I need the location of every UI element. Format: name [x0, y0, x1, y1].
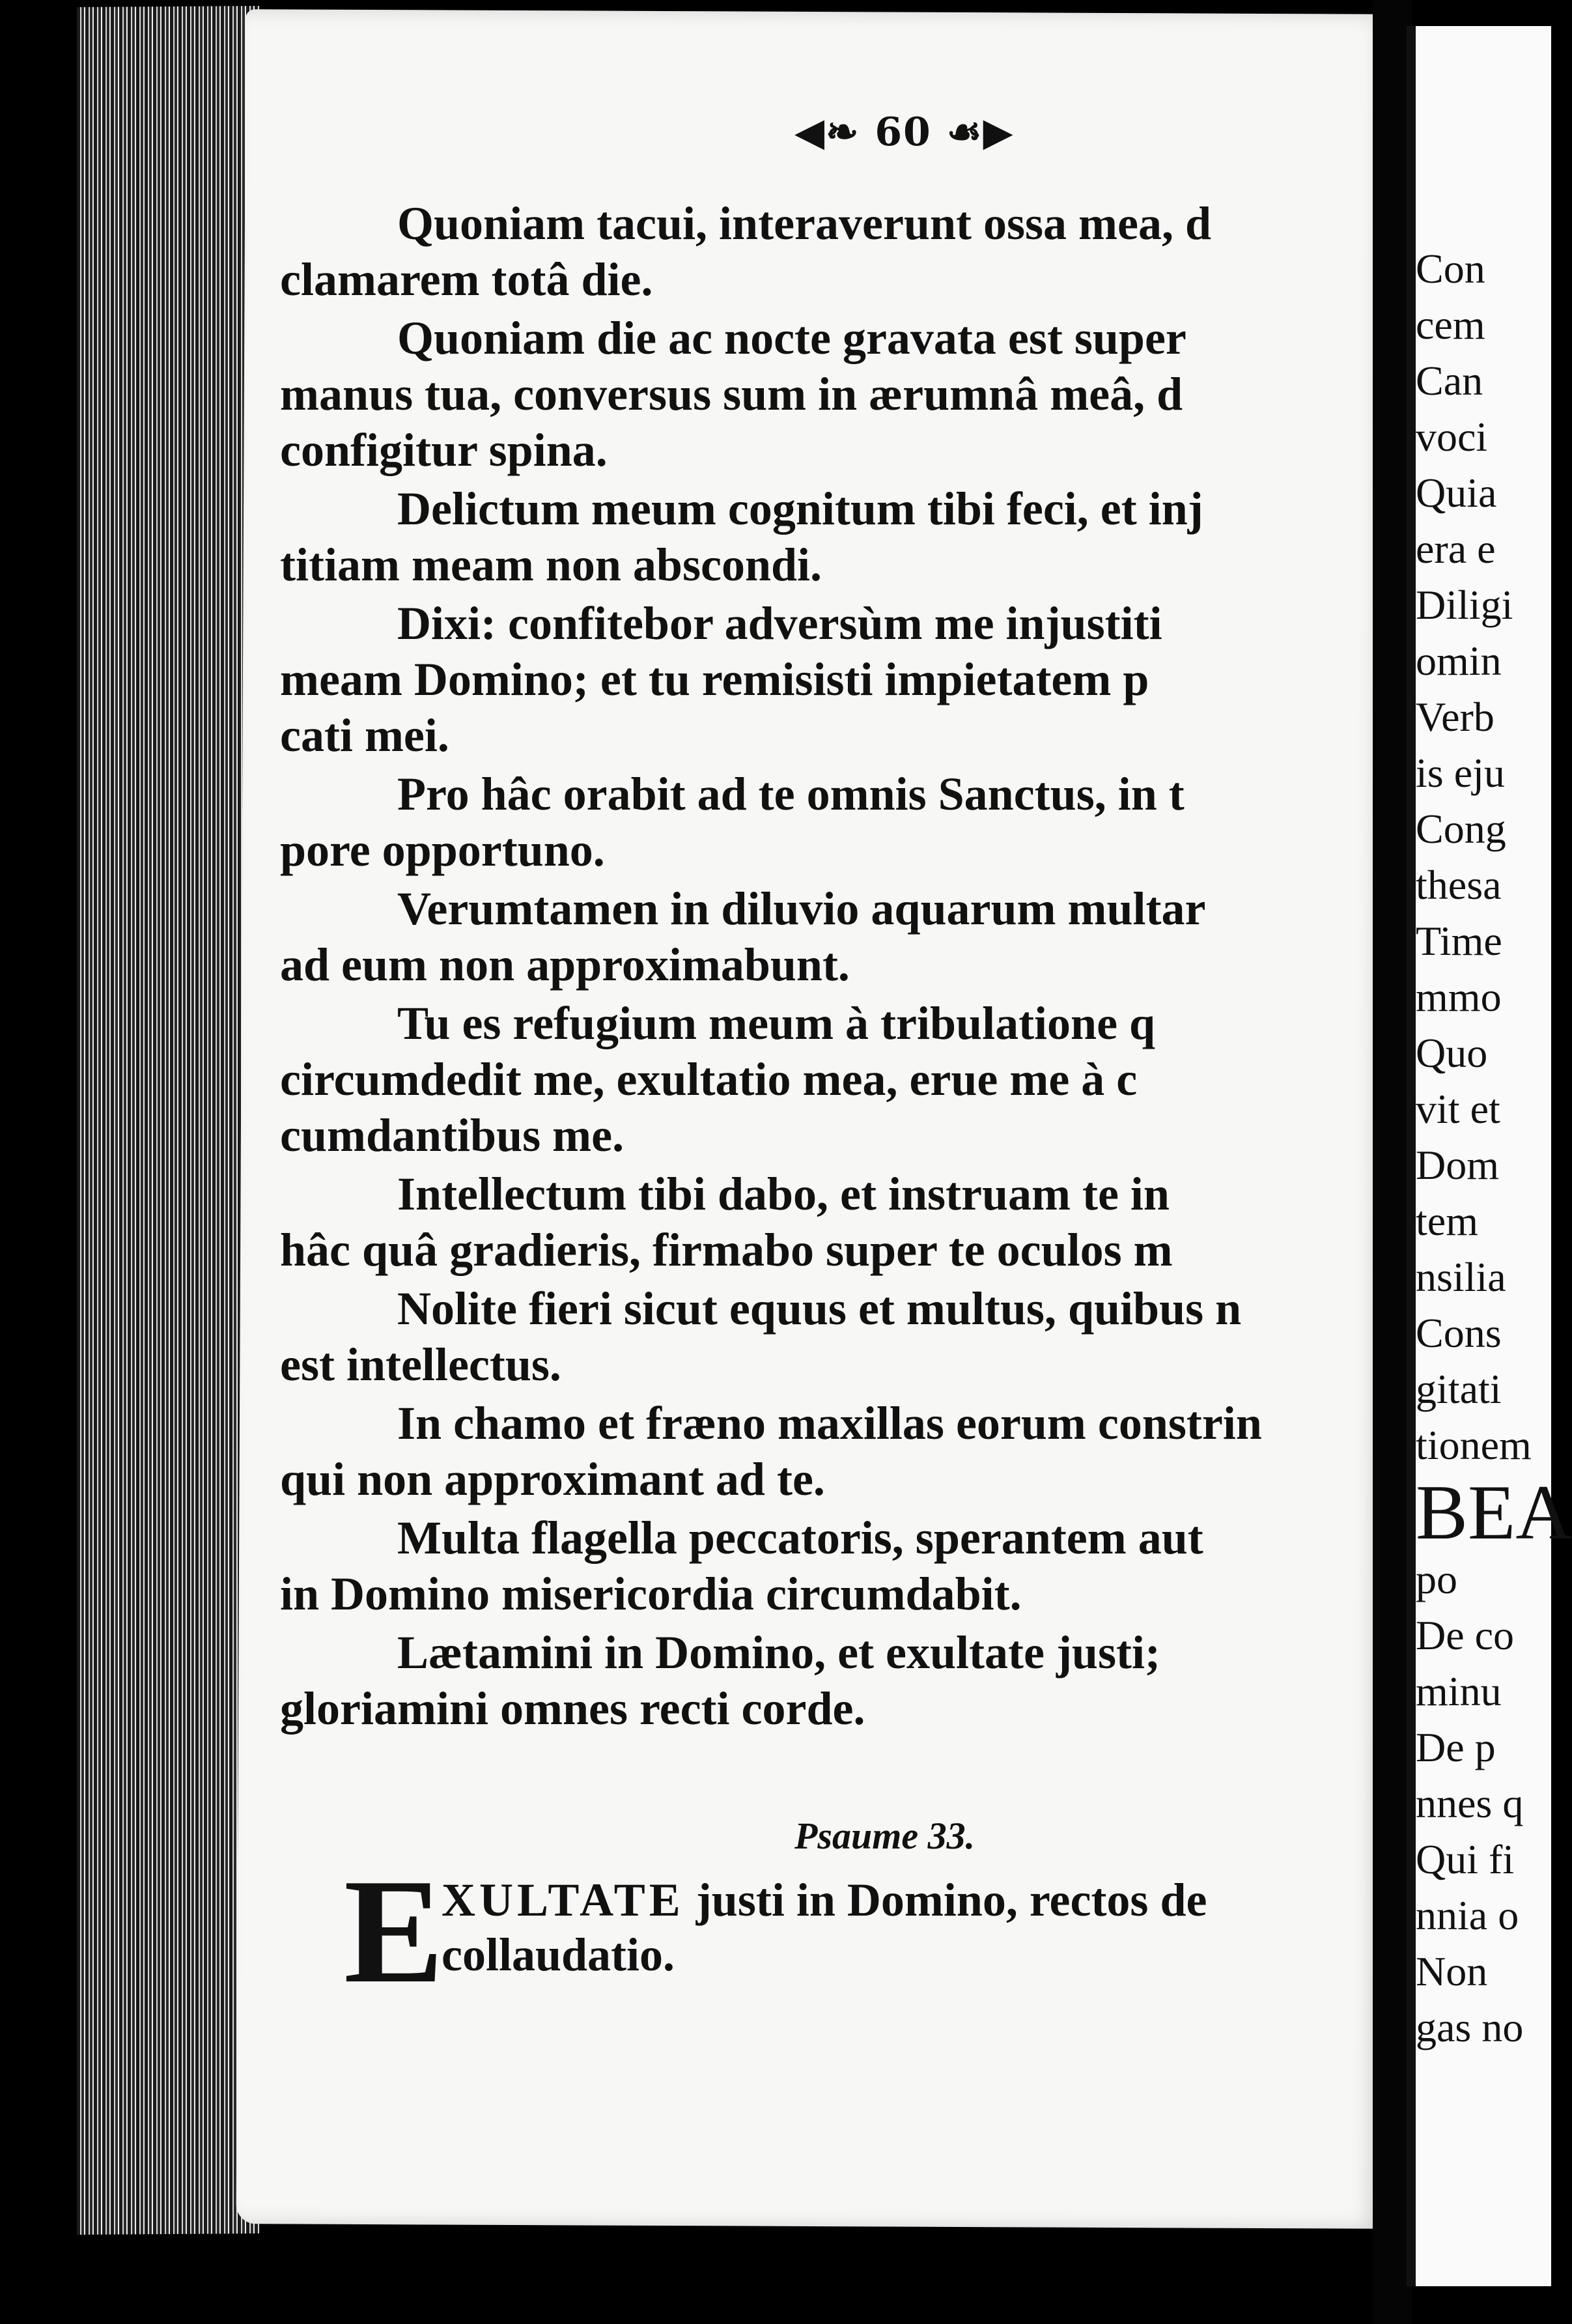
verse-line: Quoniam die ac nocte gravata est super	[397, 312, 1186, 364]
facing-line-fragment: Verb	[1416, 694, 1495, 740]
facing-line-fragment: Con	[1416, 246, 1485, 292]
verse-line: hâc quâ gradieris, firmabo super te oculos m	[280, 1224, 1173, 1276]
verse-line: configitur spina.	[280, 424, 608, 476]
verse	[280, 1510, 1394, 1622]
facing-line-fragment: De co	[1416, 1612, 1515, 1658]
facing-line-fragment: Cons	[1416, 1310, 1502, 1356]
facing-page-partial	[1407, 26, 1572, 2286]
verse	[280, 1166, 1394, 1278]
verse-line: gloriamini omnes recti corde.	[280, 1682, 865, 1735]
facing-line-fragment: De p	[1416, 1724, 1496, 1770]
facing-line-fragment: Quia	[1416, 470, 1497, 516]
verse	[280, 195, 1394, 307]
verse-line: Tu es refugium meum à tribulatione q	[397, 997, 1156, 1049]
verse	[280, 481, 1394, 593]
facing-line-fragment: Non	[1416, 1948, 1488, 1994]
verse	[280, 995, 1394, 1163]
verse	[280, 595, 1394, 763]
facing-line-fragment: Can	[1416, 358, 1483, 404]
verse	[280, 1395, 1394, 1507]
drop-cap: E	[344, 1848, 444, 2014]
ornament-left-icon: ◀❧	[794, 109, 875, 155]
page-number: 60	[875, 109, 932, 155]
verse-line: cumdantibus me.	[280, 1109, 625, 1161]
verse-line: qui non approximant ad te.	[280, 1453, 825, 1505]
verse-line: Quoniam tacui, interaverunt ossa mea, d	[397, 197, 1211, 249]
incipit-rest: justi in Domino, rectos de	[684, 1874, 1207, 1926]
facing-line-fragment: po	[1416, 1556, 1457, 1602]
facing-line-fragment: Qui fi	[1416, 1836, 1515, 1882]
facing-line-fragment: gitati	[1416, 1366, 1502, 1412]
psalm-title: Psaume 33.	[794, 1815, 975, 1857]
incipit-line-1	[442, 1873, 1207, 1927]
verse-line: cati mei.	[280, 709, 449, 761]
verse-line: manus tua, conversus sum in ærumnâ meâ, d	[280, 368, 1183, 420]
facing-line-fragment: vit et	[1416, 1086, 1500, 1132]
facing-page-lines	[1416, 241, 1572, 2056]
verse-line: meam Domino; et tu remisisti impietatem p	[280, 653, 1149, 705]
ornament-right-icon: ☙▶	[931, 109, 1015, 155]
facing-line-fragment: tem	[1416, 1198, 1478, 1244]
verse	[280, 881, 1394, 993]
verse-line: circumdedit me, exultatio mea, erue me à c	[280, 1053, 1138, 1105]
page-edges	[77, 6, 259, 2235]
verse-line: ad eum non approximabunt.	[280, 939, 850, 991]
facing-line-fragment: is eju	[1416, 750, 1505, 796]
facing-line-fragment: Quo	[1416, 1030, 1488, 1076]
verse	[280, 1281, 1394, 1393]
verse-list	[280, 195, 1394, 1736]
facing-line-fragment: Time	[1416, 918, 1502, 964]
facing-line-fragment: cem	[1416, 302, 1485, 348]
verse-line: titiam meam non abscondi.	[280, 539, 822, 591]
verse-line: est intellectus.	[280, 1339, 561, 1391]
facing-line-fragment: nnes q	[1416, 1780, 1524, 1826]
incipit-caps: XULTATE	[442, 1874, 684, 1926]
verse-line: Dixi: confitebor adversùm me injustiti	[397, 597, 1162, 649]
facing-line-fragment: BEA	[1416, 1469, 1572, 1555]
verse-line: Lætamini in Domino, et exultate justi;	[397, 1626, 1160, 1679]
verse-line: Multa flagella peccatoris, sperantem aut	[397, 1512, 1203, 1564]
facing-line-fragment: minu	[1416, 1668, 1502, 1714]
facing-line-fragment: nsilia	[1416, 1254, 1506, 1300]
facing-line-fragment: nnia o	[1416, 1892, 1519, 1938]
verse-line: In chamo et fræno maxillas eorum constrin	[397, 1397, 1262, 1449]
verse-line: Intellectum tibi dabo, et instruam te in	[397, 1168, 1170, 1220]
facing-line-fragment: Diligi	[1416, 582, 1513, 628]
verse-line: Nolite fieri sicut equus et multus, quibus n	[397, 1282, 1242, 1335]
verse-line: pore opportuno.	[280, 824, 605, 876]
facing-line-fragment: mmo	[1416, 974, 1502, 1020]
verse	[280, 310, 1394, 478]
verse-line: Pro hâc orabit ad te omnis Sanctus, in t	[397, 768, 1185, 820]
facing-line-fragment: Cong	[1416, 806, 1506, 852]
psalm-text-column	[280, 195, 1394, 1739]
facing-line-fragment: gas no	[1416, 2004, 1524, 2050]
facing-line-fragment: omin	[1416, 638, 1502, 684]
running-head-page-number	[794, 109, 1015, 155]
facing-line-fragment: thesa	[1416, 862, 1502, 908]
verse-line: Verumtamen in diluvio aquarum multar	[397, 883, 1206, 935]
verse-line: Delictum meum cognitum tibi feci, et inj	[397, 483, 1203, 535]
facing-line-fragment: Dom	[1416, 1142, 1499, 1188]
incipit-line-2: collaudatio.	[442, 1929, 675, 1981]
facing-line-fragment: tionem	[1416, 1422, 1532, 1468]
verse-line: clamarem totâ die.	[280, 253, 653, 305]
facing-line-fragment: era e	[1416, 526, 1496, 572]
verse	[280, 766, 1394, 878]
verse	[280, 1624, 1394, 1736]
facing-line-fragment: voci	[1416, 414, 1488, 460]
verse-line: in Domino misericordia circumdabit.	[280, 1568, 1022, 1620]
